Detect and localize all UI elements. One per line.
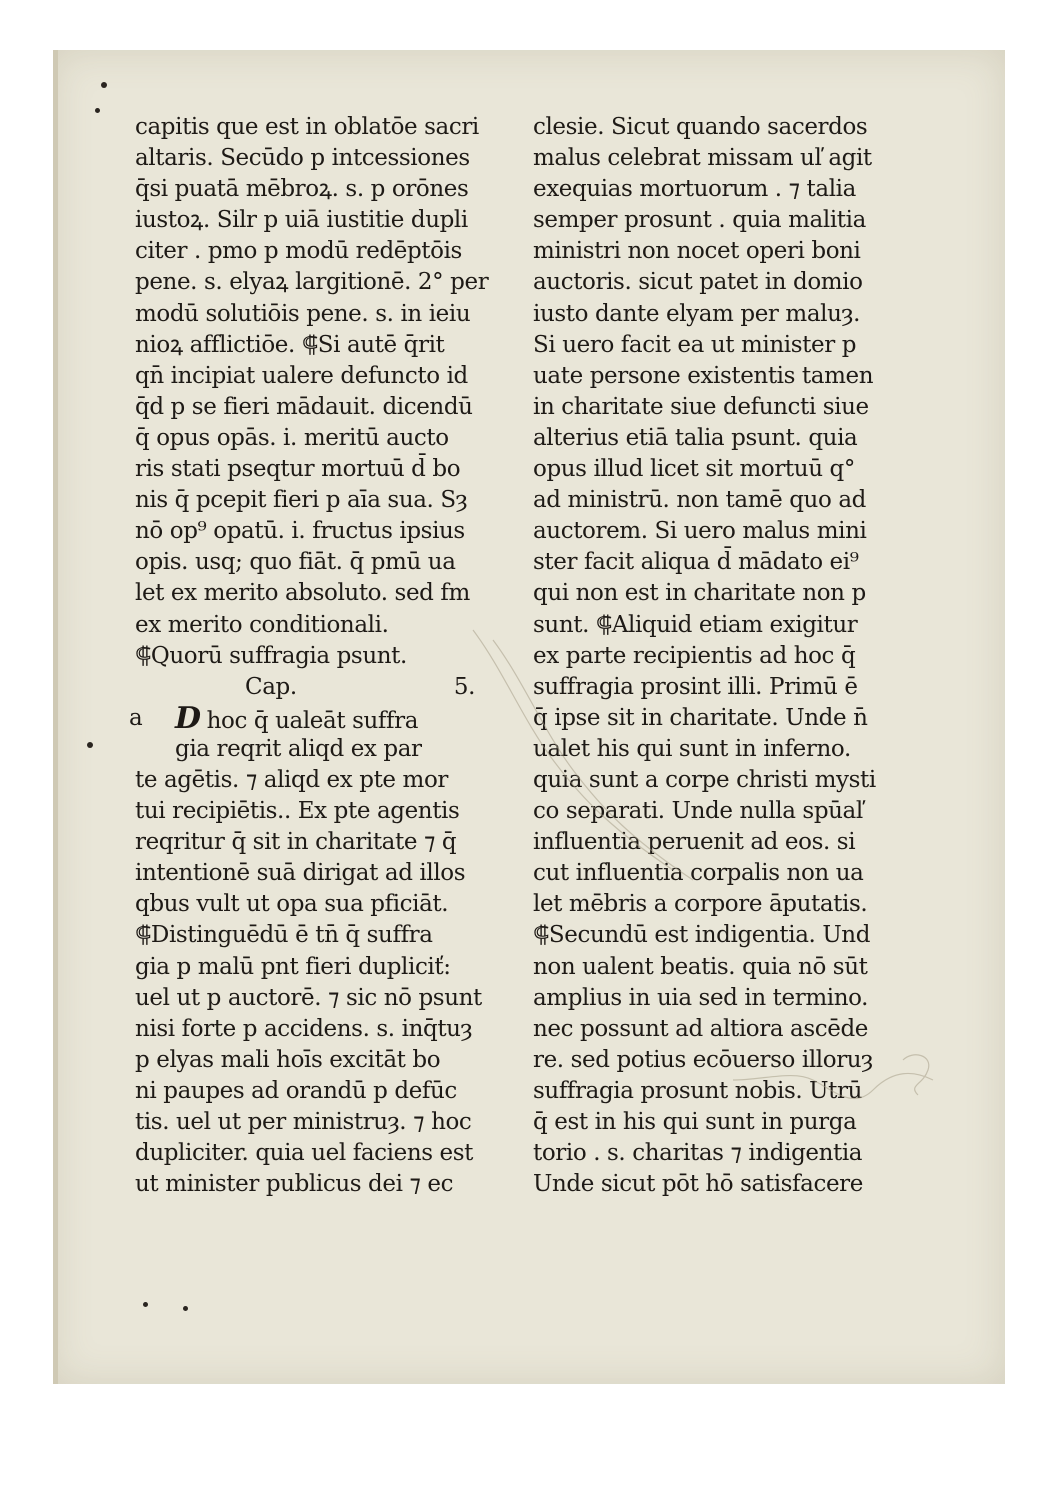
text-line: q̄ opus opās. i. meritū aucto bbox=[135, 424, 449, 451]
text-line: nō op⁹ opatū. i. fructus ipsius bbox=[135, 518, 465, 545]
text-line: suffragia prosunt nobis. Utrū bbox=[533, 1077, 862, 1104]
text-line: let mēbris a corpore āputatis. bbox=[533, 891, 868, 918]
guide-letter: a bbox=[129, 704, 143, 731]
text-line: influentia peruenit ad eos. si bbox=[533, 829, 856, 856]
text-line: let ex merito absoluto. sed fm bbox=[135, 580, 470, 607]
text-line: ris stati pseqtur mortuū d̄ bo bbox=[135, 456, 461, 483]
text-line: cut influentia corpalis non ua bbox=[533, 860, 864, 887]
chapter-number: 5. bbox=[453, 673, 475, 700]
text-line: co separati. Unde nulla spūaľ bbox=[533, 798, 863, 825]
text-line: suffragia prosint illi. Primū ē bbox=[533, 673, 858, 700]
text-line: pene. s. elyaꝝ largitionē. 2° per bbox=[135, 269, 489, 296]
text-line: ster facit aliqua d̄ mādato ei⁹ bbox=[533, 549, 859, 576]
text-line: q̄ ipse sit in charitate. Unde n̄ bbox=[533, 704, 868, 731]
text-line: capitis que est in oblatōe sacri bbox=[135, 114, 479, 140]
text-line: iustoꝝ. Silr p uiā iustitie dupli bbox=[135, 207, 468, 234]
text-line: exequias mortuorum . ⁊ talia bbox=[533, 176, 856, 203]
chapter-heading bbox=[135, 672, 515, 703]
text-line: nec possunt ad altiora ascēde bbox=[533, 1015, 868, 1042]
text-line: modū solutiōis pene. s. in ieiu bbox=[135, 300, 471, 327]
text-line: tui recipiētis.. Ex pte agentis bbox=[135, 798, 460, 825]
text-line: ex merito conditionali. bbox=[135, 611, 389, 638]
ink-speck bbox=[183, 1306, 188, 1311]
text-line: uate persone existentis tamen bbox=[533, 362, 874, 389]
text-line: ⸿Secundū est indigentia. Und bbox=[533, 922, 871, 949]
text-line: gia p malū pnt fieri dupliciť: bbox=[135, 953, 451, 980]
text-line: auctoris. sicut patet in domio bbox=[533, 269, 863, 296]
text-line: opus illud licet sit mortuū q° bbox=[533, 456, 855, 483]
text-line: tis. uel ut per ministruȝ. ⁊ hoc bbox=[135, 1109, 472, 1135]
text-line: auctorem. Si uero malus mini bbox=[533, 518, 867, 545]
text-line: re. sed potius ecōuerso illoruȝ bbox=[533, 1046, 873, 1073]
text-line: hoc q̄ ualeāt suffra bbox=[206, 707, 419, 734]
text-line: malus celebrat missam uľ agit bbox=[533, 145, 872, 172]
text-line: ni paupes ad orandū p defūc bbox=[135, 1077, 457, 1104]
text-line: uel ut p auctorē. ⁊ sic nō psunt bbox=[135, 984, 482, 1011]
text-line: q̄si puatā mēbroꝝ. s. p orōnes bbox=[135, 176, 469, 203]
text-line: qui non est in charitate non p bbox=[533, 580, 866, 607]
text-line: quia sunt a corpe christi mysti bbox=[533, 766, 876, 793]
text-line: nisi forte p accidens. s. inq̄tuȝ bbox=[135, 1015, 473, 1042]
chapter-label: Cap. bbox=[245, 673, 297, 700]
text-line: in charitate siue defuncti siue bbox=[533, 393, 869, 420]
text-line: te agētis. ⁊ aliqd ex pte mor bbox=[135, 766, 448, 793]
text-line: sunt. ⸿Aliquid etiam exigitur bbox=[533, 611, 858, 638]
text-line: gia reqrit aliqd ex par bbox=[175, 735, 422, 762]
text-line: reqritur q̄ sit in charitate ⁊ q̄ bbox=[135, 829, 457, 856]
left-column bbox=[129, 112, 515, 1200]
text-line: ualet his qui sunt in inferno. bbox=[533, 735, 851, 762]
text-line: ut minister publicus dei ⁊ ec bbox=[135, 1171, 454, 1198]
text-line: q̄ est in his qui sunt in purga bbox=[533, 1109, 857, 1135]
text-line: Si uero facit ea ut minister p bbox=[533, 331, 857, 358]
text-line: citer . pmo p modū redēptōis bbox=[135, 238, 462, 265]
ink-speck bbox=[95, 108, 100, 113]
text-line: Unde sicut pōt hō satisfacere bbox=[533, 1171, 863, 1198]
manuscript-page bbox=[53, 50, 1005, 1384]
text-line: qbus vult ut opa sua pficiāt. bbox=[135, 891, 449, 918]
text-line: alterius etiā talia psunt. quia bbox=[533, 424, 858, 451]
ink-speck bbox=[143, 1302, 148, 1307]
text-line: intentionē suā dirigat ad illos bbox=[135, 860, 466, 887]
right-column bbox=[533, 112, 913, 1200]
text-line: ministri non nocet operi boni bbox=[533, 238, 861, 265]
ink-speck bbox=[87, 742, 93, 748]
text-line: ⸿Quorū suffragia psunt. bbox=[135, 642, 407, 669]
text-line: qn̄ incipiat ualere defuncto id bbox=[135, 362, 468, 389]
text-line: dupliciter. quia uel faciens est bbox=[135, 1140, 474, 1167]
text-line: iusto dante elyam per maluȝ. bbox=[533, 300, 861, 327]
ink-speck bbox=[101, 82, 107, 88]
text-line: clesie. Sicut quando sacerdos bbox=[533, 114, 868, 140]
text-line: q̄d p se fieri mādauit. dicendū bbox=[135, 393, 473, 420]
text-line: nioꝝ afflictiōe. ⸿Si autē q̄rit bbox=[135, 331, 445, 358]
text-line: p elyas mali hoīs excitāt bo bbox=[135, 1046, 441, 1073]
drop-initial: D bbox=[175, 700, 201, 736]
text-line: amplius in uia sed in termino. bbox=[533, 984, 869, 1011]
text-line: semper prosunt . quia malitia bbox=[533, 207, 866, 234]
text-line: opis. usq; quo fiāt. q̄ pmū ua bbox=[135, 549, 456, 576]
text-line: ex parte recipientis ad hoc q̄ bbox=[533, 642, 856, 669]
initial-row bbox=[129, 700, 515, 736]
text-line: nis q̄ pcepit fieri p aīa sua. Sȝ bbox=[135, 487, 468, 514]
text-line: non ualent beatis. quia nō sūt bbox=[533, 953, 868, 980]
text-line: ⸿Distinguēdū ē tn̄ q̄ suffra bbox=[135, 922, 433, 949]
text-line: torio . s. charitas ⁊ indigentia bbox=[533, 1140, 863, 1167]
text-line: ad ministrū. non tamē quo ad bbox=[533, 487, 866, 514]
page-edge bbox=[53, 50, 58, 1384]
text-line: altaris. Secūdo p intcessiones bbox=[135, 145, 470, 172]
